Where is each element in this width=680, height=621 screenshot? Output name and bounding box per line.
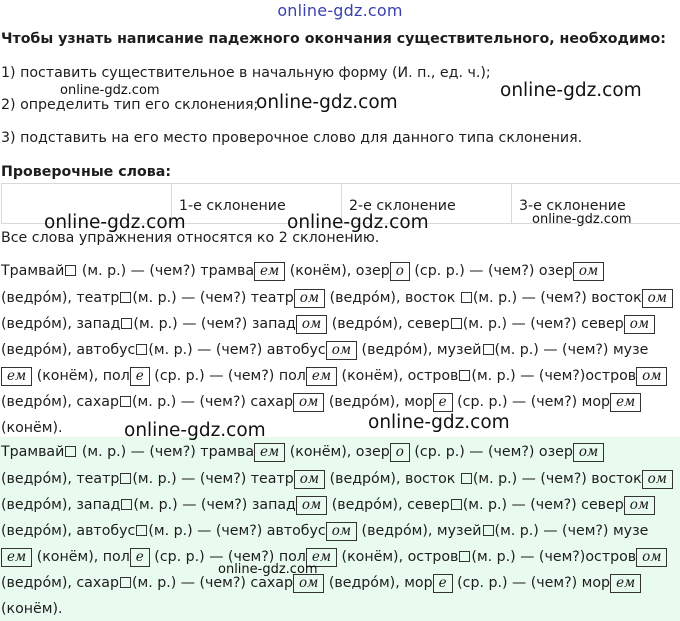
answer-text: (ведро́м), сахар (1, 394, 119, 410)
answer-line (1, 496, 655, 515)
zero-ending-box (121, 499, 132, 510)
answer-text: (м. р.) — (чем?) север (462, 316, 624, 332)
answer-text: (ср. р.) — (чем?) пол (149, 549, 306, 565)
answer-text: (м. р.) — (чем?) театр (132, 290, 294, 306)
site-watermark-top: online-gdz.com (277, 1, 403, 20)
answer-text: (ведро́м), театр (1, 471, 120, 487)
answer-text: (конём), остров (337, 549, 459, 565)
answer-text: (ср. р.) — (чем?) мор (452, 575, 611, 591)
watermark: online-gdz.com (218, 562, 318, 577)
ending-box: ом (573, 262, 604, 281)
rule-heading: Чтобы узнать написание падежного окончания существительного, необходимо: (1, 31, 666, 47)
answer-line (1, 548, 667, 567)
zero-ending-box (136, 525, 147, 536)
answer-line (1, 522, 648, 541)
zero-ending-box (483, 525, 494, 536)
ending-box: ом (642, 470, 673, 489)
ending-box: ом (636, 367, 667, 386)
answer-text: (ведро́м), автобус (1, 342, 136, 358)
ending-box: ом (294, 289, 325, 308)
answer-text: (м. р.) — (чем?) запад (133, 316, 296, 332)
zero-ending-box (451, 499, 462, 510)
answer-text: (м. р.) — (чем?)остров (471, 368, 637, 384)
ending-box: о (390, 262, 410, 281)
answer-block (0, 257, 680, 438)
watermark: online-gdz.com (44, 212, 186, 233)
zero-ending-box (65, 446, 76, 457)
answer-text: (ведро́м), автобус (1, 523, 136, 539)
zero-ending-box (451, 318, 462, 329)
ending-box: ем (306, 548, 337, 567)
rule-step-2: 2) определить тип его склонения; (1, 97, 259, 113)
zero-ending-box (120, 577, 131, 588)
answer-text: (ср. р.) — (чем?) озер (409, 444, 573, 460)
answer-text: (ведро́м), мор (324, 575, 433, 591)
answer-text: (ведро́м), восток (325, 290, 460, 306)
declension-cell-label: 1-е склонение (179, 198, 286, 214)
zero-ending-box (461, 292, 472, 303)
ending-box: е (433, 574, 453, 593)
ending-box: ем (306, 367, 337, 386)
declension-cell-label: 2-е склонение (349, 198, 456, 214)
answer-text: Трамвай (1, 444, 65, 460)
zero-ending-box (483, 344, 494, 355)
watermark: online-gdz.com (256, 92, 398, 113)
ending-box: ем (254, 443, 285, 462)
ending-box: ом (624, 496, 655, 515)
zero-ending-box (120, 292, 131, 303)
answer-text: (м. р.) — (чем?) музе (494, 342, 649, 358)
watermark: online-gdz.com (368, 412, 510, 433)
ending-box: е (130, 367, 150, 386)
answer-line (1, 470, 673, 489)
answer-line (1, 600, 63, 618)
ending-box: е (433, 393, 453, 412)
answer-text: (конём). (1, 420, 63, 436)
check-words-heading: Проверочные слова: (1, 164, 171, 180)
watermark: online-gdz.com (124, 420, 266, 441)
answer-text: (ведро́м), запад (1, 316, 121, 332)
zero-ending-box (459, 551, 470, 562)
ending-box: ом (624, 315, 655, 334)
ending-box: ом (642, 289, 673, 308)
answer-line (1, 574, 641, 593)
answer-text: (м. р.) — (чем?) автобус (148, 342, 326, 358)
ending-box: ом (573, 443, 604, 462)
declension-cell-label: 3-е склонение (519, 198, 626, 214)
answer-text: (ведро́м), музей (357, 342, 482, 358)
answer-line (1, 262, 604, 281)
answer-text: (м. р.) — (чем?) музе (494, 523, 649, 539)
answer-text: (м. р.) — (чем?) север (462, 497, 624, 513)
ending-box: ом (293, 393, 324, 412)
watermark: online-gdz.com (532, 212, 632, 227)
answer-text: (ср. р.) — (чем?) мор (452, 394, 611, 410)
zero-ending-box (459, 370, 470, 381)
ending-box: ом (294, 470, 325, 489)
answer-text: (ведро́м), север (327, 497, 450, 513)
answer-text: (конём). (1, 601, 63, 617)
rule-step-3: 3) подставить на его место проверочное слово для данного типа склонения. (1, 130, 583, 146)
answer-text: (м. р.) — (чем?) сахар (131, 575, 293, 591)
ending-box: ем (610, 393, 641, 412)
answer-text: (ведро́м), восток (325, 471, 460, 487)
ending-box: ом (636, 548, 667, 567)
answer-text: (м. р.) — (чем?) автобус (148, 523, 326, 539)
answer-text: (ведро́м), запад (1, 497, 121, 513)
zero-ending-box (461, 473, 472, 484)
ending-box: ем (610, 574, 641, 593)
answer-text: (ведро́м), мор (324, 394, 433, 410)
ending-box: ом (296, 496, 327, 515)
answer-block-highlighted (0, 437, 680, 621)
answer-text: (ведро́м), театр (1, 290, 120, 306)
answer-text: (м. р.) — (чем?) трамва (77, 263, 255, 279)
ending-box: ом (296, 315, 327, 334)
ending-box: ем (1, 548, 32, 567)
zero-ending-box (120, 473, 131, 484)
zero-ending-box (136, 344, 147, 355)
answer-text: (м. р.) — (чем?) запад (133, 497, 296, 513)
answer-text: (конём), пол (32, 368, 130, 384)
ending-box: о (390, 443, 410, 462)
ending-box: ем (1, 367, 32, 386)
answer-line (1, 443, 604, 462)
exercise-note: Все слова упражнения относятся ко 2 склонению. (1, 230, 380, 246)
answer-text: (м. р.) — (чем?) восток (472, 471, 642, 487)
answer-text: (ср. р.) — (чем?) озер (409, 263, 573, 279)
answer-text: (ведро́м), сахар (1, 575, 119, 591)
answer-text: (м. р.) — (чем?) сахар (131, 394, 293, 410)
ending-box: ом (326, 522, 357, 541)
answer-text: (м. р.) — (чем?) трамва (77, 444, 255, 460)
answer-text: (конём), остров (337, 368, 459, 384)
answer-line (1, 289, 673, 308)
answer-text: (конём), озер (285, 263, 390, 279)
answer-text: Трамвай (1, 263, 65, 279)
zero-ending-box (120, 396, 131, 407)
answer-text: (ведро́м), музей (357, 523, 482, 539)
answer-line (1, 315, 655, 334)
rule-step-1: 1) поставить существительное в начальную форму (И. п., ед. ч.); (1, 65, 491, 81)
answer-line (1, 419, 63, 437)
watermark: online-gdz.com (500, 80, 642, 101)
ending-box: ом (293, 574, 324, 593)
watermark: online-gdz.com (60, 83, 160, 98)
zero-ending-box (65, 265, 76, 276)
answer-text: (м. р.) — (чем?) восток (472, 290, 642, 306)
ending-box: ом (326, 341, 357, 360)
answer-text: (ведро́м), север (327, 316, 450, 332)
answer-text: (ср. р.) — (чем?) пол (149, 368, 306, 384)
answer-text: (конём), пол (32, 549, 130, 565)
ending-box: ем (254, 262, 285, 281)
answer-line (1, 393, 641, 412)
answer-line (1, 367, 667, 386)
answer-text: (конём), озер (285, 444, 390, 460)
ending-box: е (130, 548, 150, 567)
answer-text: (м. р.) — (чем?) театр (132, 471, 294, 487)
answer-text: (м. р.) — (чем?)остров (471, 549, 637, 565)
answer-line (1, 341, 648, 360)
zero-ending-box (121, 318, 132, 329)
watermark: online-gdz.com (287, 212, 429, 233)
